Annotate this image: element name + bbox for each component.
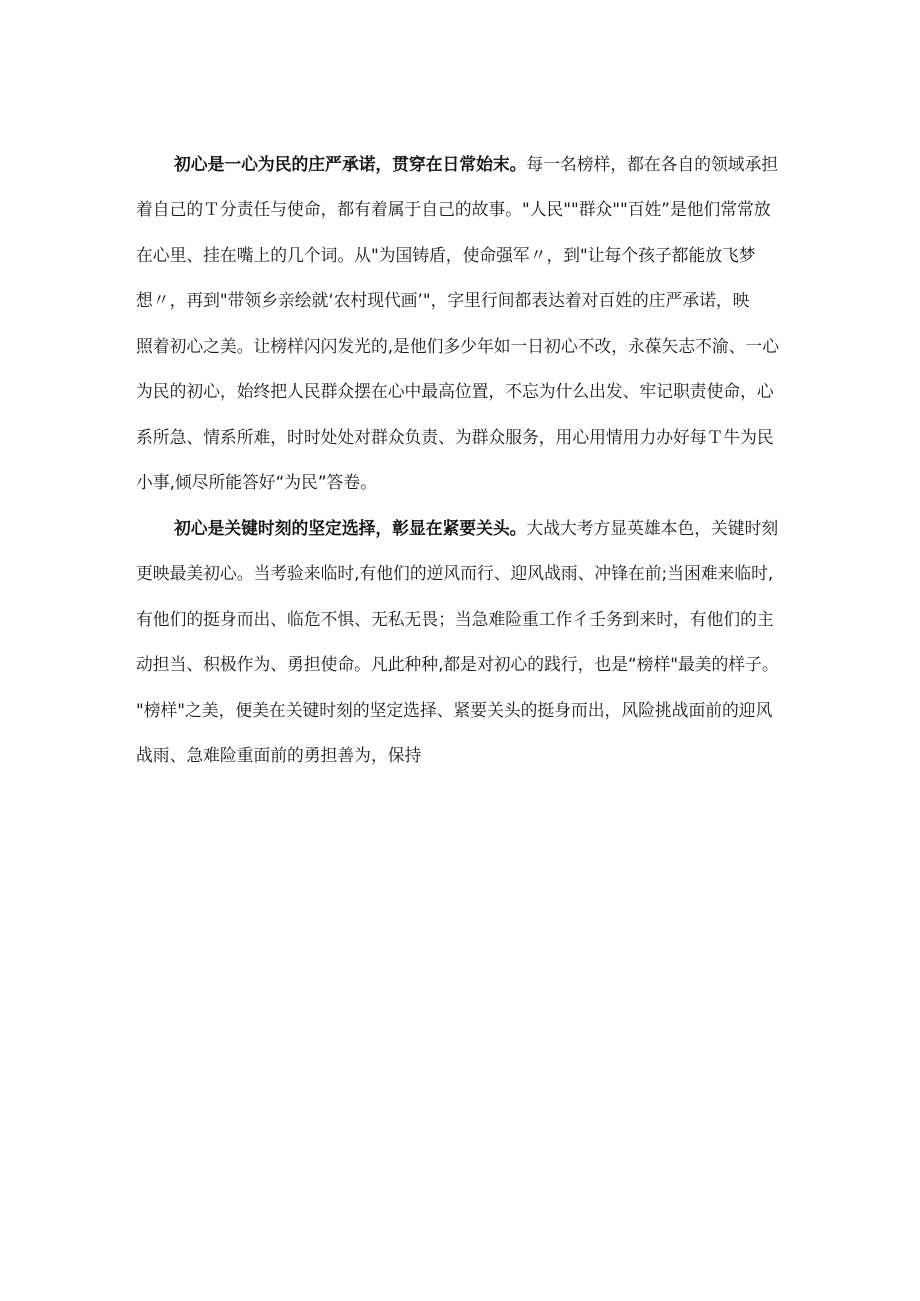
paragraph-1-line-3: 在心里、挂在嘴上的几个词。从"为国铸盾，使命强军〃，到"让每个孩子都能放飞梦 — [136, 245, 756, 265]
paragraph-1-line-1 — [174, 154, 778, 174]
paragraph-2-line-3: 有他们的挺身而出、临危不惧、无私无畏；当急难险重工作彳壬务到来时，有他们的主 — [136, 609, 774, 629]
paragraph-1-line-4: 想〃，再到"带领乡亲绘就‘农村现代画’"，字里行间都表达着对百姓的庄严承诺，映 — [136, 290, 750, 310]
paragraph-2-heading: 初心是关键时刻的坚定选择，彰显在紧要关头。 — [174, 518, 527, 538]
paragraph-2-line-6: 战雨、急难险重面前的勇担善为，保持 — [136, 745, 422, 765]
paragraph-1-line-2: 着自己的Ｔ分责任与使命，都有着属于自己的故事。"人民""群众""百姓”是他们常常放 — [136, 199, 771, 219]
paragraph-1-line-8: 小事,倾尽所能答好“为民”答卷。 — [136, 472, 377, 492]
paragraph-2-line-4: 动担当、积极作为、勇担使命。凡此种种,都是对初心的践行，也是“榜样"最美的样子。 — [136, 654, 779, 674]
paragraph-2-line-5: "榜样"之美，便美在关键时刻的坚定选择、紧要关头的挺身而出，风险挑战面前的迎风 — [136, 700, 773, 720]
paragraph-1-text: 每一名榜样，都在各自的领域承担 — [526, 154, 779, 174]
paragraph-2-line-1 — [174, 518, 778, 538]
paragraph-1-line-6: 为民的初心，始终把人民群众摆在心中最高位置，不忘为什么出发、牢记职责使命，心 — [136, 381, 774, 401]
paragraph-1-line-5: 照着初心之美。让榜样闪闪发光的,是他们多少年如一日初心不改，永葆矢志不渝、一心 — [136, 336, 780, 356]
paragraph-2-text: 大战大考方显英雄本色，关键时刻 — [526, 518, 779, 538]
paragraph-1-line-7: 系所急、情系所难，时时处处对群众负责、为群众服务，用心用情用力办好每Ｔ牛为民 — [136, 427, 774, 447]
paragraph-2-line-2: 更映最美初心。当考验来临时,有他们的逆风而行、迎风战雨、冲锋在前;当困难来临时, — [136, 563, 774, 583]
paragraph-1-heading: 初心是一心为民的庄严承诺，贯穿在日常始末。 — [174, 154, 527, 174]
